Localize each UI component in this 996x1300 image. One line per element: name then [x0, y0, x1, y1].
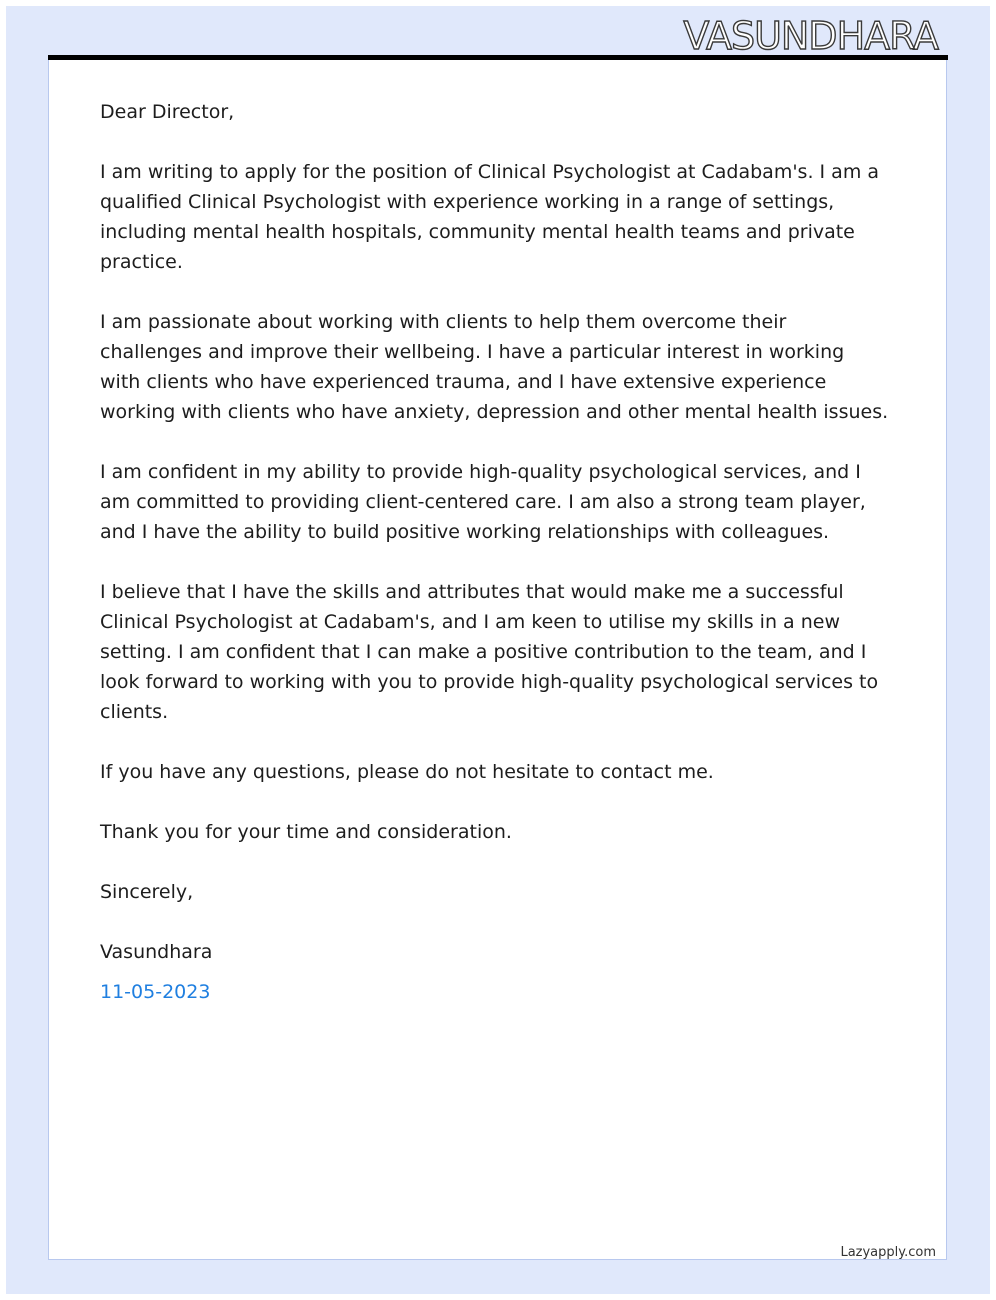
letter-date: 11-05-2023 [100, 981, 211, 1003]
letter-body [100, 97, 890, 1037]
paragraph-4: I believe that I have the skills and attributes that would make me a successful Clinical Psychologist at Cadabam's, and I am keen to utilise my skills in a new setting. I am confident that I can make a positive contribution to the team, and I look forward to working with you to provide high-quality psychological services to clients. [100, 581, 879, 723]
paragraph-2: I am passionate about working with clients to help them overcome their challenges and improve their wellbeing. I have a particular interest in working with clients who have experienced trauma, and I have extensive experience working with clients who have anxiety, depression and other mental health issues. [100, 311, 889, 423]
paragraph-3: I am confident in my ability to provide high-quality psychological services, and I am committed to providing client-centered care. I am also a strong team player, and I have the ability to build positive working relationships with colleagues. [100, 461, 866, 543]
signature: Vasundhara [100, 941, 213, 963]
footer-site: Lazyapply.com [840, 1245, 936, 1260]
paragraph-1: I am writing to apply for the position of Clinical Psychologist at Cadabam's. I am a qualified Clinical Psychologist with experience working in a range of settings, including mental health hospitals, community mental health teams and private practice. [100, 161, 880, 273]
salutation: Dear Director, [100, 101, 235, 123]
paragraph-5: If you have any questions, please do not hesitate to contact me. [100, 761, 714, 783]
brand-name: VASUNDHARA [683, 14, 938, 58]
paragraph-6: Thank you for your time and consideration. [100, 821, 512, 843]
closing: Sincerely, [100, 881, 194, 903]
